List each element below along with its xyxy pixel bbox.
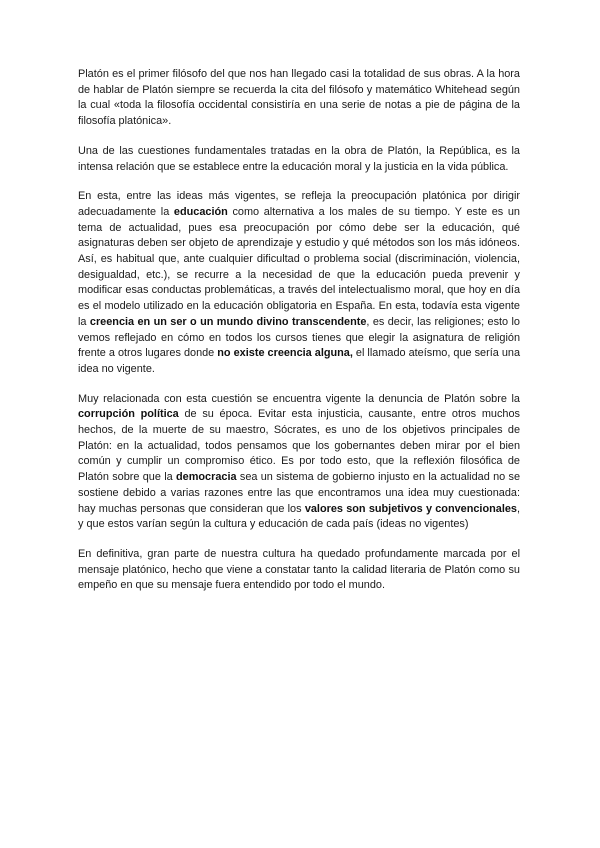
text-segment: sea un sistema de gobierno injusto en la actualidad no se sostiene debido a varias razones entre las que encontramos una idea muy cuestionada: hay muchas personas que consideran que los [78,471,520,515]
bold-valores: valores son subjetivos y convencionales [304,502,517,515]
bold-no-creencia: no existe creencia alguna, [217,347,353,360]
bold-corrupcion: corrupción política [78,408,179,421]
text-segment: , y que estos varían según la cultura y educación de cada país (ideas no vigentes) [78,502,520,531]
text-segment: Muy relacionada con esta cuestión se encuentra vigente la denuncia de Platón sobre la [78,392,520,405]
bold-creencia: creencia en un ser o un mundo divino transcendente [89,315,367,328]
paragraph-educacion [78,189,520,377]
paragraph-conclusion: En definitiva, gran parte de nuestra cultura ha quedado profundamente marcada por el mensaje platónico, hecho que viene a constatar tanto la calidad literaria de Platón como su empeño en que su mensaje fuera entendido por todo el mundo. [78,547,520,592]
document-body [78,67,520,608]
bold-democracia: democracia [176,471,237,484]
text-segment: , es decir, las religiones; esto lo vemos reflejado en cómo en todos los cursos tienes que elegir la asignatura de religión frente a otros lugares donde [78,315,520,360]
paragraph-corrupcion [78,392,520,533]
text-segment: En esta, entre las ideas más vigentes, se refleja la preocupación platónica por dirigir adecuadamente la [78,190,520,218]
paragraph-republica: Una de las cuestiones fundamentales tratadas en la obra de Platón, la República, es la intensa relación que se establece entre la educación moral y la justicia en la vida pública. [78,144,520,173]
paragraph-intro: Platón es el primer filósofo del que nos han llegado casi la totalidad de sus obras. A la hora de hablar de Platón siempre se recuerda la cita del filósofo y matemático Whitehead según la cual «toda la filosofía occidental consistiría en una serie de notas a pie de página de la filosofía platónica». [78,68,520,128]
text-segment: como alternativa a los males de su tiempo. Y este es un tema de actualidad, pues esa preocupación por cómo debe ser la educación, qué asignaturas deben ser objeto de aprendizaje y estudio y qué métodos son los más idóneos. Así, es habitual que, ante cualquier dificultad o problema social (discriminación, violencia, desigualdad, etc.), se recurre a la necesidad de que la educación pueda prevenir y modificar esas conductas problemáticas, a través del intelectualismo moral, que hoy en día es el modelo utilizado en la educación obligatoria en España. En esta, todavía esta vigente la [78,205,520,328]
text-segment: el llamado ateísmo, que sería una idea no vigente. [78,347,521,375]
text-segment: de su época. Evitar esta injusticia, causante, entre otros muchos hechos, de la muerte de su maestro, Sócrates, es uno de los objetivos principales de Platón: en la actualidad, todos pensamos que los gobernantes deben mirar por el bien común y cumplir un compromiso ético. Es por todo esto, que la reflexión filosófica de Platón sobre que la [78,408,520,484]
bold-educacion: educación [173,205,228,218]
